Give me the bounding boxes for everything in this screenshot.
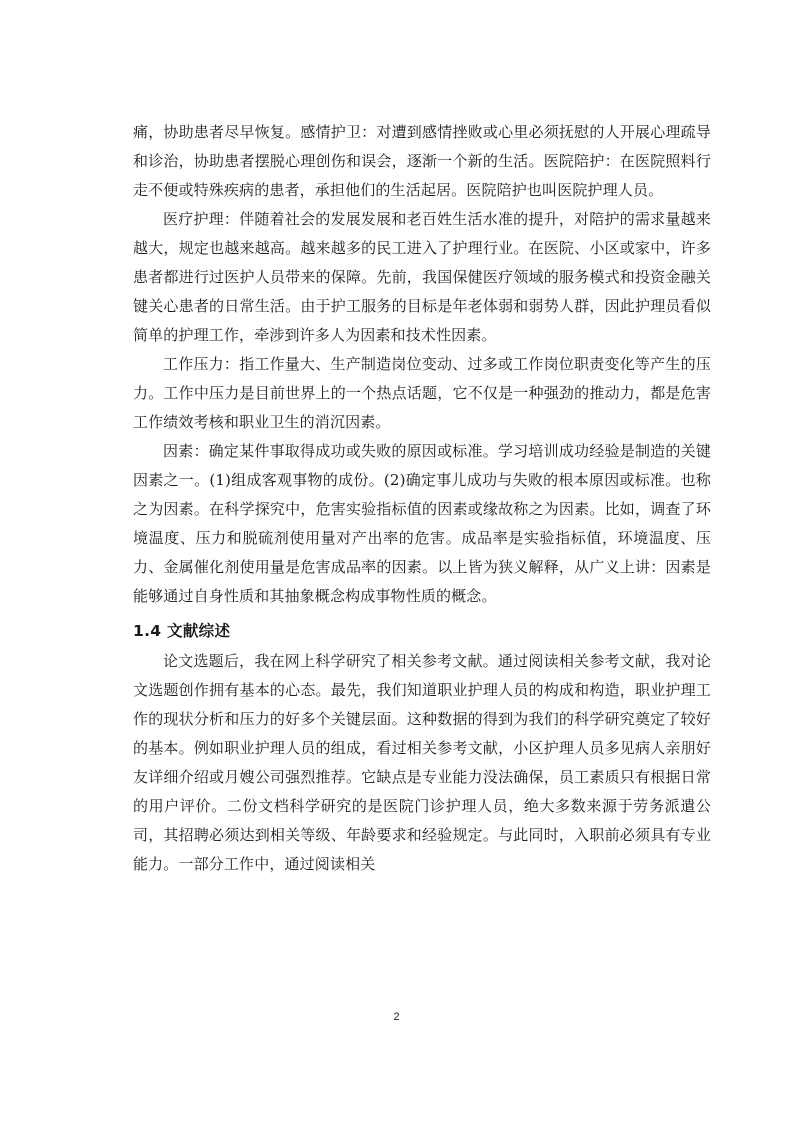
paragraph-literature-review: 论文选题后，我在网上科学研究了相关参考文献。通过阅读相关参考文献，我对论文选题创作拥有基本的心态。最先，我们知道职业护理人员的构成和构造，职业护理工作的现状分析和压力的好多个关键层面。这种数据的得到为我们的科学研究奠定了较好的基本。例如职业护理人员的组成，看过相关参考文献，小区护理人员多见病人亲朋好友详细介绍或月嫂公司强烈推荐。它缺点是专业能力没法确保，员工素质只有根据日常的用户评价。二份文档科学研究的是医院门诊护理人员，绝大多数来源于劳务派遣公司，其招聘必须达到相关等级、年龄要求和经验规定。与此同时，入职前必须具有专业能力。一部分工作中，通过阅读相关 [133, 652, 711, 873]
paragraph-factors: 因素：确定某件事取得成功或失败的原因或标准。学习培训成功经验是制造的关键因素之一。(1)组成客观事物的成份。(2)确定事儿成功与失败的根本原因或标准。也称之为因素。在科学探究中，危害实验指标值的因素或缘故称之为因素。比如，调查了环境温度、压力和脱硫剂使用量对产出率的危害。成品率是实验指标值，环境温度、压力、金属催化剂使用量是危害成品率的因素。以上皆为狭义解释，从广义上讲：因素是能够通过自身性质和其抽象概念构成事物性质的概念。 [133, 442, 711, 605]
paragraph-nursing-types-continued: 痛，协助患者尽早恢复。感情护卫：对遭到感情挫败或心里必须抚慰的人开展心理疏导和诊治，协助患者摆脱心理创伤和误会，逐渐一个新的生活。医院陪护：在医院照料行走不便或特殊疾病的患者，承担他们的生活起居。医院陪护也叫医院护理人员。 [133, 123, 711, 199]
page-body [133, 118, 711, 879]
paragraph-work-pressure: 工作压力：指工作量大、生产制造岗位变动、过多或工作岗位职责变化等产生的压力。工作中压力是目前世界上的一个热点话题，它不仅是一种强劲的推动力，都是危害工作绩效考核和职业卫生的消沉因素。 [133, 355, 711, 431]
page-number: 2 [393, 1011, 400, 1023]
section-heading-literature-review: 1.4 文献综述 [133, 622, 231, 640]
paragraph-medical-nursing: 医疗护理：伴随着社会的发展发展和老百姓生活水准的提升，对陪护的需求量越来越大，规定也越来越高。越来越多的民工进入了护理行业。在医院、小区或家中，许多患者都进行过医护人员带来的保障。先前，我国保健医疗领域的服务模式和投资金融关键关心患者的日常生活。由于护工服务的目标是年老体弱和弱势人群，因此护理员看似简单的护理工作，牵涉到许多人为因素和技术性因素。 [133, 210, 711, 344]
